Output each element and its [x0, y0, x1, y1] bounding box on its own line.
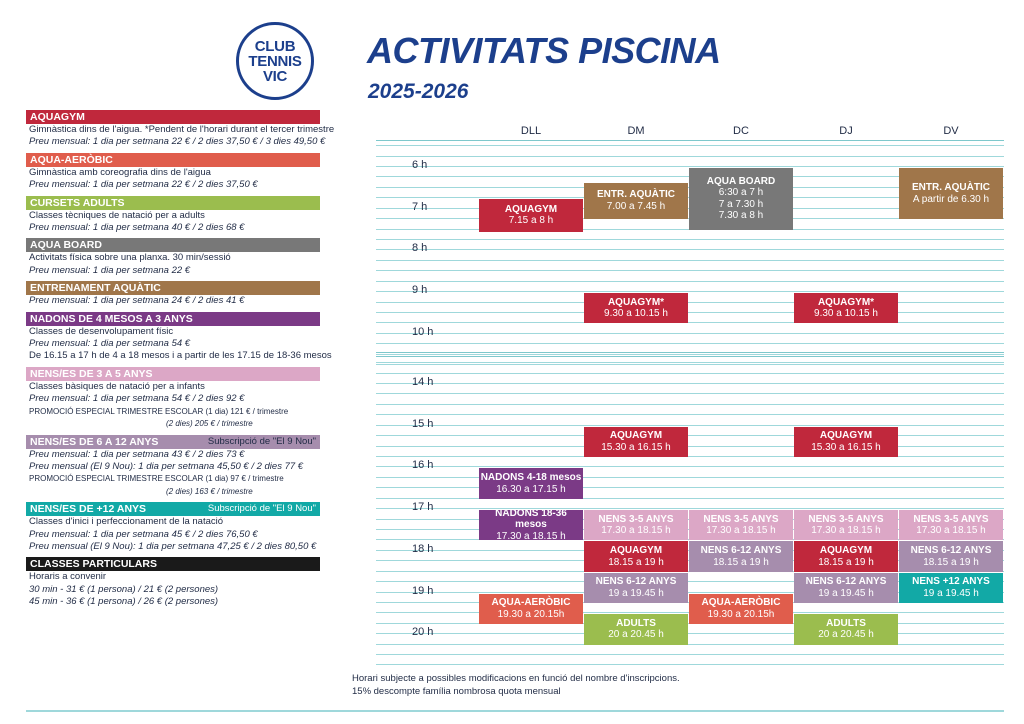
- block-time: 9.30 a 10.15 h: [814, 308, 878, 320]
- section: [26, 502, 320, 553]
- grid-line: [376, 145, 1004, 146]
- block-time: 9.30 a 10.15 h: [604, 308, 668, 320]
- section-line: Classes bàsiques de natació per a infants: [29, 380, 205, 392]
- block-title: NADONS 4-18 mesos: [480, 472, 582, 484]
- grid-line: [376, 281, 1004, 282]
- day-header: DLL: [520, 125, 542, 137]
- grid-line: [376, 312, 1004, 313]
- schedule-block: [584, 541, 688, 571]
- schedule-block: [584, 293, 688, 323]
- block-title: AQUAGYM: [504, 203, 558, 215]
- section-divider: [376, 352, 1004, 353]
- schedule-block: [479, 468, 583, 498]
- section-line: 30 min - 31 € (1 persona) / 21 € (2 persones): [29, 583, 219, 595]
- section: [26, 153, 320, 192]
- section-title: NENS/ES DE 3 A 5 ANYS: [30, 367, 153, 380]
- block-title: AQUAGYM*: [817, 296, 875, 308]
- block-title: NENS 3-5 ANYS: [703, 513, 779, 525]
- grid-line: [376, 249, 1004, 250]
- hour-label: 8 h: [412, 242, 428, 255]
- section: [26, 367, 320, 431]
- block-title: AQUAGYM: [819, 430, 873, 442]
- section-divider: [376, 140, 1004, 141]
- grid-line: [376, 362, 1004, 363]
- hour-label: 18 h: [412, 542, 434, 555]
- block-time: 20 a 20.45 h: [608, 629, 664, 641]
- block-time: 18.15 a 19 h: [923, 556, 979, 568]
- section-line: Activitats física sobre una planxa. 30 min/sessió: [29, 252, 231, 264]
- block-title: NENS 6-12 ANYS: [910, 545, 992, 556]
- grid-line: [376, 644, 1004, 645]
- logo-line-2: TENNIS: [248, 52, 302, 70]
- block-title: NENS +12 ANYS: [912, 576, 990, 588]
- section-line: Preu mensual: 1 dia per setmana 54 € / 2 dies 92 €: [29, 393, 245, 405]
- block-title: AQUAGYM: [819, 545, 873, 556]
- block-title: ENTR. AQUÀTIC: [597, 189, 675, 201]
- section: [26, 238, 320, 277]
- section-extra: Subscripció de "El 9 Nou": [207, 503, 316, 515]
- section-title: AQUA BOARD: [30, 239, 102, 252]
- block-title: AQUA-AERÒBIC: [491, 597, 571, 609]
- schedule-block: [689, 594, 793, 624]
- section-line: Preu mensual (El 9 Nou): 1 dia per setmana 45,50 € / 2 dies 77 €: [29, 460, 304, 472]
- block-title: AQUAGYM: [609, 430, 663, 442]
- block-title: ADULTS: [826, 617, 866, 629]
- grid-line: [376, 373, 1004, 374]
- logo-line-1: CLUB: [254, 37, 296, 55]
- section-header: [26, 367, 320, 381]
- grid-line: [376, 654, 1004, 655]
- grid-line: [376, 404, 1004, 405]
- section: [26, 110, 335, 149]
- block-time: 19 a 19.45 h: [818, 587, 874, 599]
- block-title: AQUAGYM*: [607, 296, 665, 308]
- section-line: Classes tècniques de natació per a adults: [29, 209, 205, 221]
- schedule-block: [584, 183, 688, 220]
- schedule-block: [899, 510, 1003, 540]
- schedule-block: [899, 541, 1003, 571]
- schedule-block: [899, 168, 1003, 219]
- grid-line: [376, 260, 1004, 261]
- section-line: (2 dies) 163 € / trimestre: [166, 486, 253, 496]
- grid-line: [376, 477, 1004, 478]
- block-title: NENS 6-12 ANYS: [700, 545, 782, 556]
- schedule-block: [479, 199, 583, 231]
- hour-label: 15 h: [412, 417, 434, 430]
- grid-line: [376, 343, 1004, 344]
- section-header: [26, 435, 320, 449]
- day-header: DJ: [839, 125, 853, 137]
- hour-label: 9 h: [412, 284, 428, 297]
- schedule-block: [584, 614, 688, 644]
- block-time: 19 a 19.45 h: [608, 587, 664, 599]
- section-line: De 16.15 a 17 h de 4 a 18 mesos i a partir de les 17.15 de 18-36 mesos: [29, 350, 332, 362]
- section-header: [26, 312, 320, 326]
- section-line: Classes d'inici i perfeccionament de la natació: [29, 516, 224, 528]
- block-time: 16.30 a 17.15 h: [496, 483, 566, 495]
- section-line: Preu mensual: 1 dia per setmana 45 € / 2 dies 76,50 €: [29, 528, 258, 540]
- block-title: NENS 3-5 ANYS: [913, 513, 989, 525]
- price-list: [26, 110, 335, 613]
- day-header: DM: [627, 125, 645, 137]
- schedule-block: [689, 541, 793, 571]
- block-time: 7 a 7.30 h: [718, 198, 764, 210]
- grid-line: [376, 414, 1004, 415]
- block-time: A partir de 6.30 h: [912, 193, 990, 205]
- section-line: Classes de desenvolupament físic: [29, 325, 174, 337]
- grid-line: [376, 446, 1004, 447]
- note-line: 15% descompte família nombrosa quota mensual: [352, 686, 561, 697]
- section-line: Gimnàstica amb coreografia dins de l'aigua: [29, 166, 211, 178]
- section: [26, 196, 320, 235]
- block-time: 18.15 a 19 h: [713, 556, 769, 568]
- block-time: 17.30 a 18.15 h: [496, 530, 566, 542]
- grid-line: [376, 270, 1004, 271]
- grid-line: [376, 425, 1004, 426]
- section-header: [26, 557, 320, 571]
- block-title: ADULTS: [616, 617, 656, 629]
- section: [26, 312, 332, 363]
- block-time: 19 a 19.45 h: [923, 587, 979, 599]
- schedule-block: [479, 507, 583, 542]
- schedule-block: [584, 573, 688, 603]
- section-line: Preu mensual: 1 dia per setmana 54 €: [29, 338, 191, 350]
- schedule-grid: [376, 118, 1004, 648]
- section-line: 45 min - 36 € (1 persona) / 26 € (2 persones): [29, 596, 219, 608]
- section-line: Preu mensual: 1 dia per setmana 43 € / 2 dies 73 €: [29, 448, 245, 460]
- block-title: NENS 3-5 ANYS: [808, 513, 884, 525]
- block-time: 15.30 a 16.15 h: [601, 441, 671, 453]
- schedule-block: [794, 427, 898, 457]
- section-line: PROMOCIÓ ESPECIAL TRIMESTRE ESCOLAR (1 dia) 97 € / trimestre: [29, 474, 284, 484]
- schedule-block: [689, 510, 793, 540]
- block-title: NENS 3-5 ANYS: [598, 513, 674, 525]
- section-line: Preu mensual: 1 dia per setmana 22 € / 2 dies 37,50 €: [29, 179, 258, 191]
- section-title: NADONS DE 4 MESOS A 3 ANYS: [30, 312, 193, 325]
- grid-line: [376, 291, 1004, 292]
- schedule-block: [479, 594, 583, 624]
- block-time: 15.30 a 16.15 h: [811, 441, 881, 453]
- grid-line: [376, 633, 1004, 634]
- block-title: AQUAGYM: [609, 545, 663, 556]
- hour-label: 17 h: [412, 501, 434, 514]
- hour-label: 19 h: [412, 584, 434, 597]
- section-header: [26, 502, 320, 516]
- logo-line-3: VIC: [262, 67, 288, 85]
- grid-line: [376, 302, 1004, 303]
- block-time: 6:30 a 7 h: [718, 187, 764, 199]
- block-time: 7.15 a 8 h: [508, 215, 554, 227]
- day-header: DC: [733, 125, 749, 137]
- hour-label: 14 h: [412, 376, 434, 388]
- section-title: CLASSES PARTICULARS: [30, 558, 157, 571]
- section-line: Preu mensual: 1 dia per setmana 22 €: [29, 264, 191, 276]
- section: [26, 557, 320, 608]
- grid-line: [376, 664, 1004, 665]
- block-time: 20 a 20.45 h: [818, 629, 874, 641]
- section-line: PROMOCIÓ ESPECIAL TRIMESTRE ESCOLAR (1 dia) 121 € / trimestre: [29, 406, 289, 416]
- hour-label: 10 h: [412, 325, 434, 338]
- section-line: Preu mensual: 1 dia per setmana 24 € / 2 dies 41 €: [29, 295, 245, 307]
- block-time: 17.30 a 18.15 h: [706, 525, 776, 537]
- section-line: Preu mensual: 1 dia per setmana 22 € / 2 dies 37,50 € / 3 dies 49,50 €: [29, 136, 326, 148]
- block-time: 17.30 a 18.15 h: [601, 525, 671, 537]
- grid-line: [376, 498, 1004, 499]
- grid-line: [376, 393, 1004, 394]
- section-line: Horaris a convenir: [29, 571, 107, 583]
- schedule-block: [794, 541, 898, 571]
- note-line: Horari subjecte a possibles modificacions en funció del nombre d'inscripcions.: [352, 673, 680, 684]
- grid-line: [376, 364, 1004, 365]
- block-title: AQUA BOARD: [706, 175, 776, 187]
- grid-line: [376, 508, 1004, 509]
- hour-label: 6 h: [412, 159, 428, 171]
- block-time: 17.30 a 18.15 h: [916, 525, 986, 537]
- hour-label: 20 h: [412, 626, 434, 639]
- section-header: [26, 238, 320, 252]
- section-header: [26, 110, 320, 124]
- schedule-block: [584, 510, 688, 540]
- grid-line: [376, 487, 1004, 488]
- block-time: 7.30 a 8 h: [718, 210, 764, 222]
- section-header: [26, 153, 320, 167]
- section-extra: Subscripció de "El 9 Nou": [207, 435, 316, 447]
- block-title: NENS 6-12 ANYS: [805, 576, 887, 588]
- section-header: [26, 281, 320, 295]
- section-title: CURSETS ADULTS: [30, 196, 125, 209]
- hour-label: 7 h: [412, 200, 428, 213]
- hour-label: 16 h: [412, 459, 434, 472]
- block-title: NENS 6-12 ANYS: [595, 576, 677, 588]
- section-line: Gimnàstica dins de l'aigua. *Pendent de l'horari durant el tercer trimestre: [29, 124, 335, 135]
- block-time: 7.00 a 7.45 h: [606, 200, 666, 212]
- club-logo: [236, 22, 314, 100]
- grid-line: [376, 456, 1004, 457]
- section-title: AQUA-AERÒBIC: [30, 153, 113, 166]
- schedule-block: [584, 427, 688, 457]
- grid-line: [376, 333, 1004, 334]
- grid-line: [376, 435, 1004, 436]
- grid-line: [376, 466, 1004, 467]
- section-header: [26, 196, 320, 210]
- block-time: 17.30 a 18.15 h: [811, 525, 881, 537]
- block-time: 18.15 a 19 h: [608, 556, 664, 568]
- section-line: Preu mensual (El 9 Nou): 1 dia per setmana 47,25 € / 2 dies 80,50 €: [29, 540, 317, 552]
- grid-line: [376, 156, 1004, 157]
- schedule-block: [794, 510, 898, 540]
- section-title: ENTRENAMENT AQUÀTIC: [30, 282, 161, 295]
- section: [26, 281, 320, 307]
- block-title: NADONS 18-36 mesos: [495, 507, 567, 531]
- section-title: NENS/ES DE 6 A 12 ANYS: [30, 435, 159, 448]
- schedule-block: [794, 614, 898, 644]
- block-time: 19.30 a 20.15h: [497, 608, 565, 620]
- section-line: Preu mensual: 1 dia per setmana 40 € / 2 dies 68 €: [29, 222, 245, 234]
- section-title: AQUAGYM: [30, 111, 85, 123]
- section-line: (2 dies) 205 € / trimestre: [166, 419, 253, 429]
- page-title: ACTIVITATS PISCINA: [367, 30, 721, 71]
- bottom-divider: [26, 710, 1004, 712]
- block-time: 18.15 a 19 h: [818, 556, 874, 568]
- section-divider: [376, 356, 1004, 357]
- grid-line: [376, 322, 1004, 323]
- schedule-block: [794, 293, 898, 323]
- block-time: 19.30 a 20.15h: [707, 608, 775, 620]
- schedule-block: [794, 573, 898, 603]
- section: [26, 435, 320, 499]
- day-header: DV: [943, 125, 959, 137]
- block-title: ENTR. AQUÀTIC: [912, 182, 990, 194]
- grid-line: [376, 383, 1004, 384]
- schedule-block: [689, 168, 793, 230]
- grid-line: [376, 354, 1004, 355]
- section-title: NENS/ES DE +12 ANYS: [30, 503, 147, 516]
- page-subtitle: 2025-2026: [368, 80, 469, 103]
- grid-line: [376, 239, 1004, 240]
- block-title: AQUA-AERÒBIC: [701, 597, 781, 609]
- footer-notes: [352, 672, 680, 698]
- grid-line: [376, 166, 1004, 167]
- schedule-block: [899, 573, 1003, 603]
